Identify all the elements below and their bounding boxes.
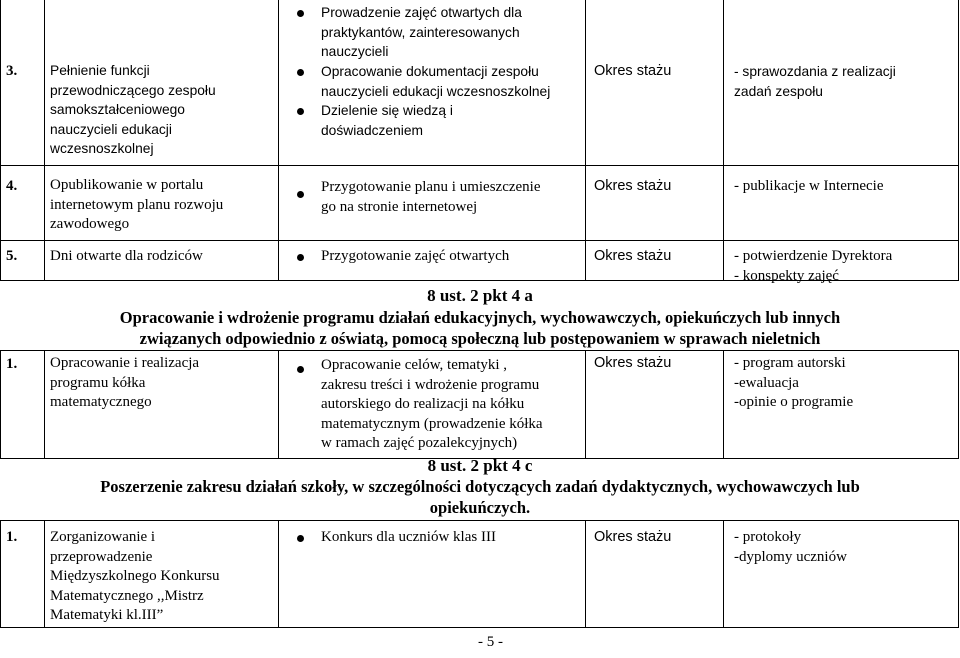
activity-line: doświadczeniem	[321, 122, 423, 138]
bullet-icon	[297, 69, 304, 76]
column-divider-activity	[585, 520, 586, 628]
column-divider-task	[278, 350, 279, 458]
row-number: 5.	[6, 248, 18, 264]
section-heading: 8 ust. 2 pkt 4 c	[427, 456, 533, 475]
table-border-bottom	[0, 627, 959, 628]
description-line: opiekuńczych.	[429, 498, 531, 517]
task-line: nauczycieli edukacji	[50, 121, 172, 137]
task-line: Międzyszkolnego Konkursu	[50, 568, 220, 584]
table-border-right	[958, 520, 959, 628]
task-line: zawodowego	[50, 216, 130, 232]
activity-line: Przygotowanie zajęć otwartych	[321, 248, 510, 264]
activity-line: Opracowanie celów, tematyki ,	[321, 357, 508, 373]
term-cell: Okres stażu	[594, 248, 672, 264]
evidence-line: - sprawozdania z realizacji	[734, 64, 896, 79]
term-cell: Okres stażu	[594, 178, 672, 194]
evidence-line: - konspekty zajęć	[734, 267, 839, 284]
bullet-icon	[297, 108, 304, 115]
evidence-line: - protokoły	[734, 529, 802, 545]
evidence-line: - publikacje w Internecie	[734, 178, 884, 194]
bullet-icon	[297, 254, 304, 261]
column-divider-term	[723, 0, 724, 280]
term-cell: Okres stażu	[594, 355, 672, 371]
task-line: przeprowadzenie	[50, 548, 153, 565]
task-line: internetowym planu rozwoju	[50, 196, 224, 213]
table-border-left	[0, 350, 1, 458]
row-number: 4.	[6, 178, 18, 194]
activity-item	[321, 247, 509, 267]
activity-line: praktykantów, zainteresowanych	[321, 24, 520, 40]
term-cell: Okres stażu	[594, 529, 672, 545]
activity-item	[321, 101, 453, 140]
description-line: związanych odpowiednio z oświatą, pomocą społeczną lub postępowaniem w sprawach nieletnich	[139, 329, 821, 348]
task-line: Matematycznego ,,Mistrz	[50, 587, 204, 604]
section-description	[0, 476, 960, 518]
activity-line: Konkurs dla uczniów klas III	[321, 529, 496, 545]
activity-line: matematycznym (prowadzenie kółka	[321, 415, 543, 432]
table-border-left	[0, 0, 1, 280]
activity-line: w ramach zajęć pozalekcyjnych)	[321, 435, 518, 451]
bullet-icon	[297, 10, 304, 17]
bullet-icon	[297, 366, 304, 373]
evidence-line: -ewaluacja	[734, 374, 799, 391]
column-divider-task	[278, 520, 279, 628]
column-divider-number	[44, 0, 45, 280]
task-line: programu kółka	[50, 374, 146, 391]
evidence-cell	[734, 528, 847, 567]
task-cell	[50, 354, 199, 413]
task-line: Dni otwarte dla rodziców	[50, 248, 203, 264]
task-line: Pełnienie funkcji	[50, 63, 150, 78]
evidence-cell	[734, 62, 896, 101]
task-line: Opracowanie i realizacja	[50, 355, 200, 371]
column-divider-term	[723, 350, 724, 458]
column-divider-term	[723, 520, 724, 628]
evidence-cell	[734, 354, 853, 413]
task-line: wczesnoszkolnej	[50, 141, 154, 156]
evidence-cell	[734, 177, 884, 197]
evidence-line: -opinie o programie	[734, 394, 854, 410]
page-number: - 5 -	[478, 634, 503, 650]
bullet-icon	[297, 191, 304, 198]
evidence-line: -dyplomy uczniów	[734, 548, 847, 565]
table-border-right	[958, 350, 959, 458]
task-line: Zorganizowanie i	[50, 529, 156, 545]
row-number: 3.	[6, 63, 18, 79]
task-line: przewodniczącego zespołu	[50, 82, 216, 98]
row-divider	[0, 240, 959, 241]
row-divider	[0, 520, 959, 521]
activity-item	[321, 356, 543, 454]
activity-item	[321, 3, 522, 62]
row-divider	[0, 350, 959, 351]
bullet-icon	[297, 535, 304, 542]
description-line: Poszerzenie zakresu działań szkoły, w szczególności dotyczących zadań dydaktycznych, wychowawczych lub	[100, 477, 860, 496]
task-cell	[50, 61, 216, 159]
section-description	[0, 307, 960, 349]
row-divider	[0, 165, 959, 166]
activity-line: zakresu treści i wdrożenie programu	[321, 376, 540, 393]
activity-line: Dzielenie się wiedzą i	[321, 103, 453, 118]
evidence-line: zadań zespołu	[734, 83, 823, 99]
evidence-line: - program autorski	[734, 355, 846, 371]
task-line: Matematyki kl.III”	[50, 607, 164, 623]
activity-line: Przygotowanie planu i umieszczenie	[321, 179, 541, 195]
task-cell	[50, 247, 203, 267]
activity-item	[321, 62, 550, 101]
task-cell	[50, 176, 223, 235]
evidence-line: - potwierdzenie Dyrektora	[734, 248, 893, 264]
section-heading: 8 ust. 2 pkt 4 a	[427, 286, 533, 305]
table-border-right	[958, 0, 959, 280]
activity-item	[321, 178, 541, 217]
term-cell: Okres stażu	[594, 63, 672, 79]
column-divider-number	[44, 350, 45, 458]
column-divider-number	[44, 520, 45, 628]
activity-line: nauczycieli edukacji wczesnoszkolnej	[321, 83, 551, 99]
task-line: matematycznego	[50, 394, 152, 410]
row-number: 1.	[6, 529, 18, 545]
column-divider-task	[278, 0, 279, 280]
row-number: 1.	[6, 356, 18, 372]
column-divider-activity	[585, 350, 586, 458]
activity-line: Opracowanie dokumentacji zespołu	[321, 64, 539, 79]
task-line: Opublikowanie w portalu	[50, 177, 204, 193]
column-divider-activity	[585, 0, 586, 280]
activity-line: autorskiego do realizacji na kółku	[321, 396, 525, 412]
description-line: Opracowanie i wdrożenie programu działań edukacyjnych, wychowawczych, opiekuńczych lub innych	[119, 308, 841, 327]
table-border-left	[0, 520, 1, 628]
activity-line: go na stronie internetowej	[321, 198, 478, 215]
task-cell	[50, 528, 220, 626]
activity-line: nauczycieli	[321, 44, 389, 59]
evidence-cell	[734, 247, 892, 286]
task-line: samokształceniowego	[50, 102, 185, 117]
activity-item	[321, 528, 496, 548]
activity-line: Prowadzenie zajęć otwartych dla	[321, 5, 522, 20]
